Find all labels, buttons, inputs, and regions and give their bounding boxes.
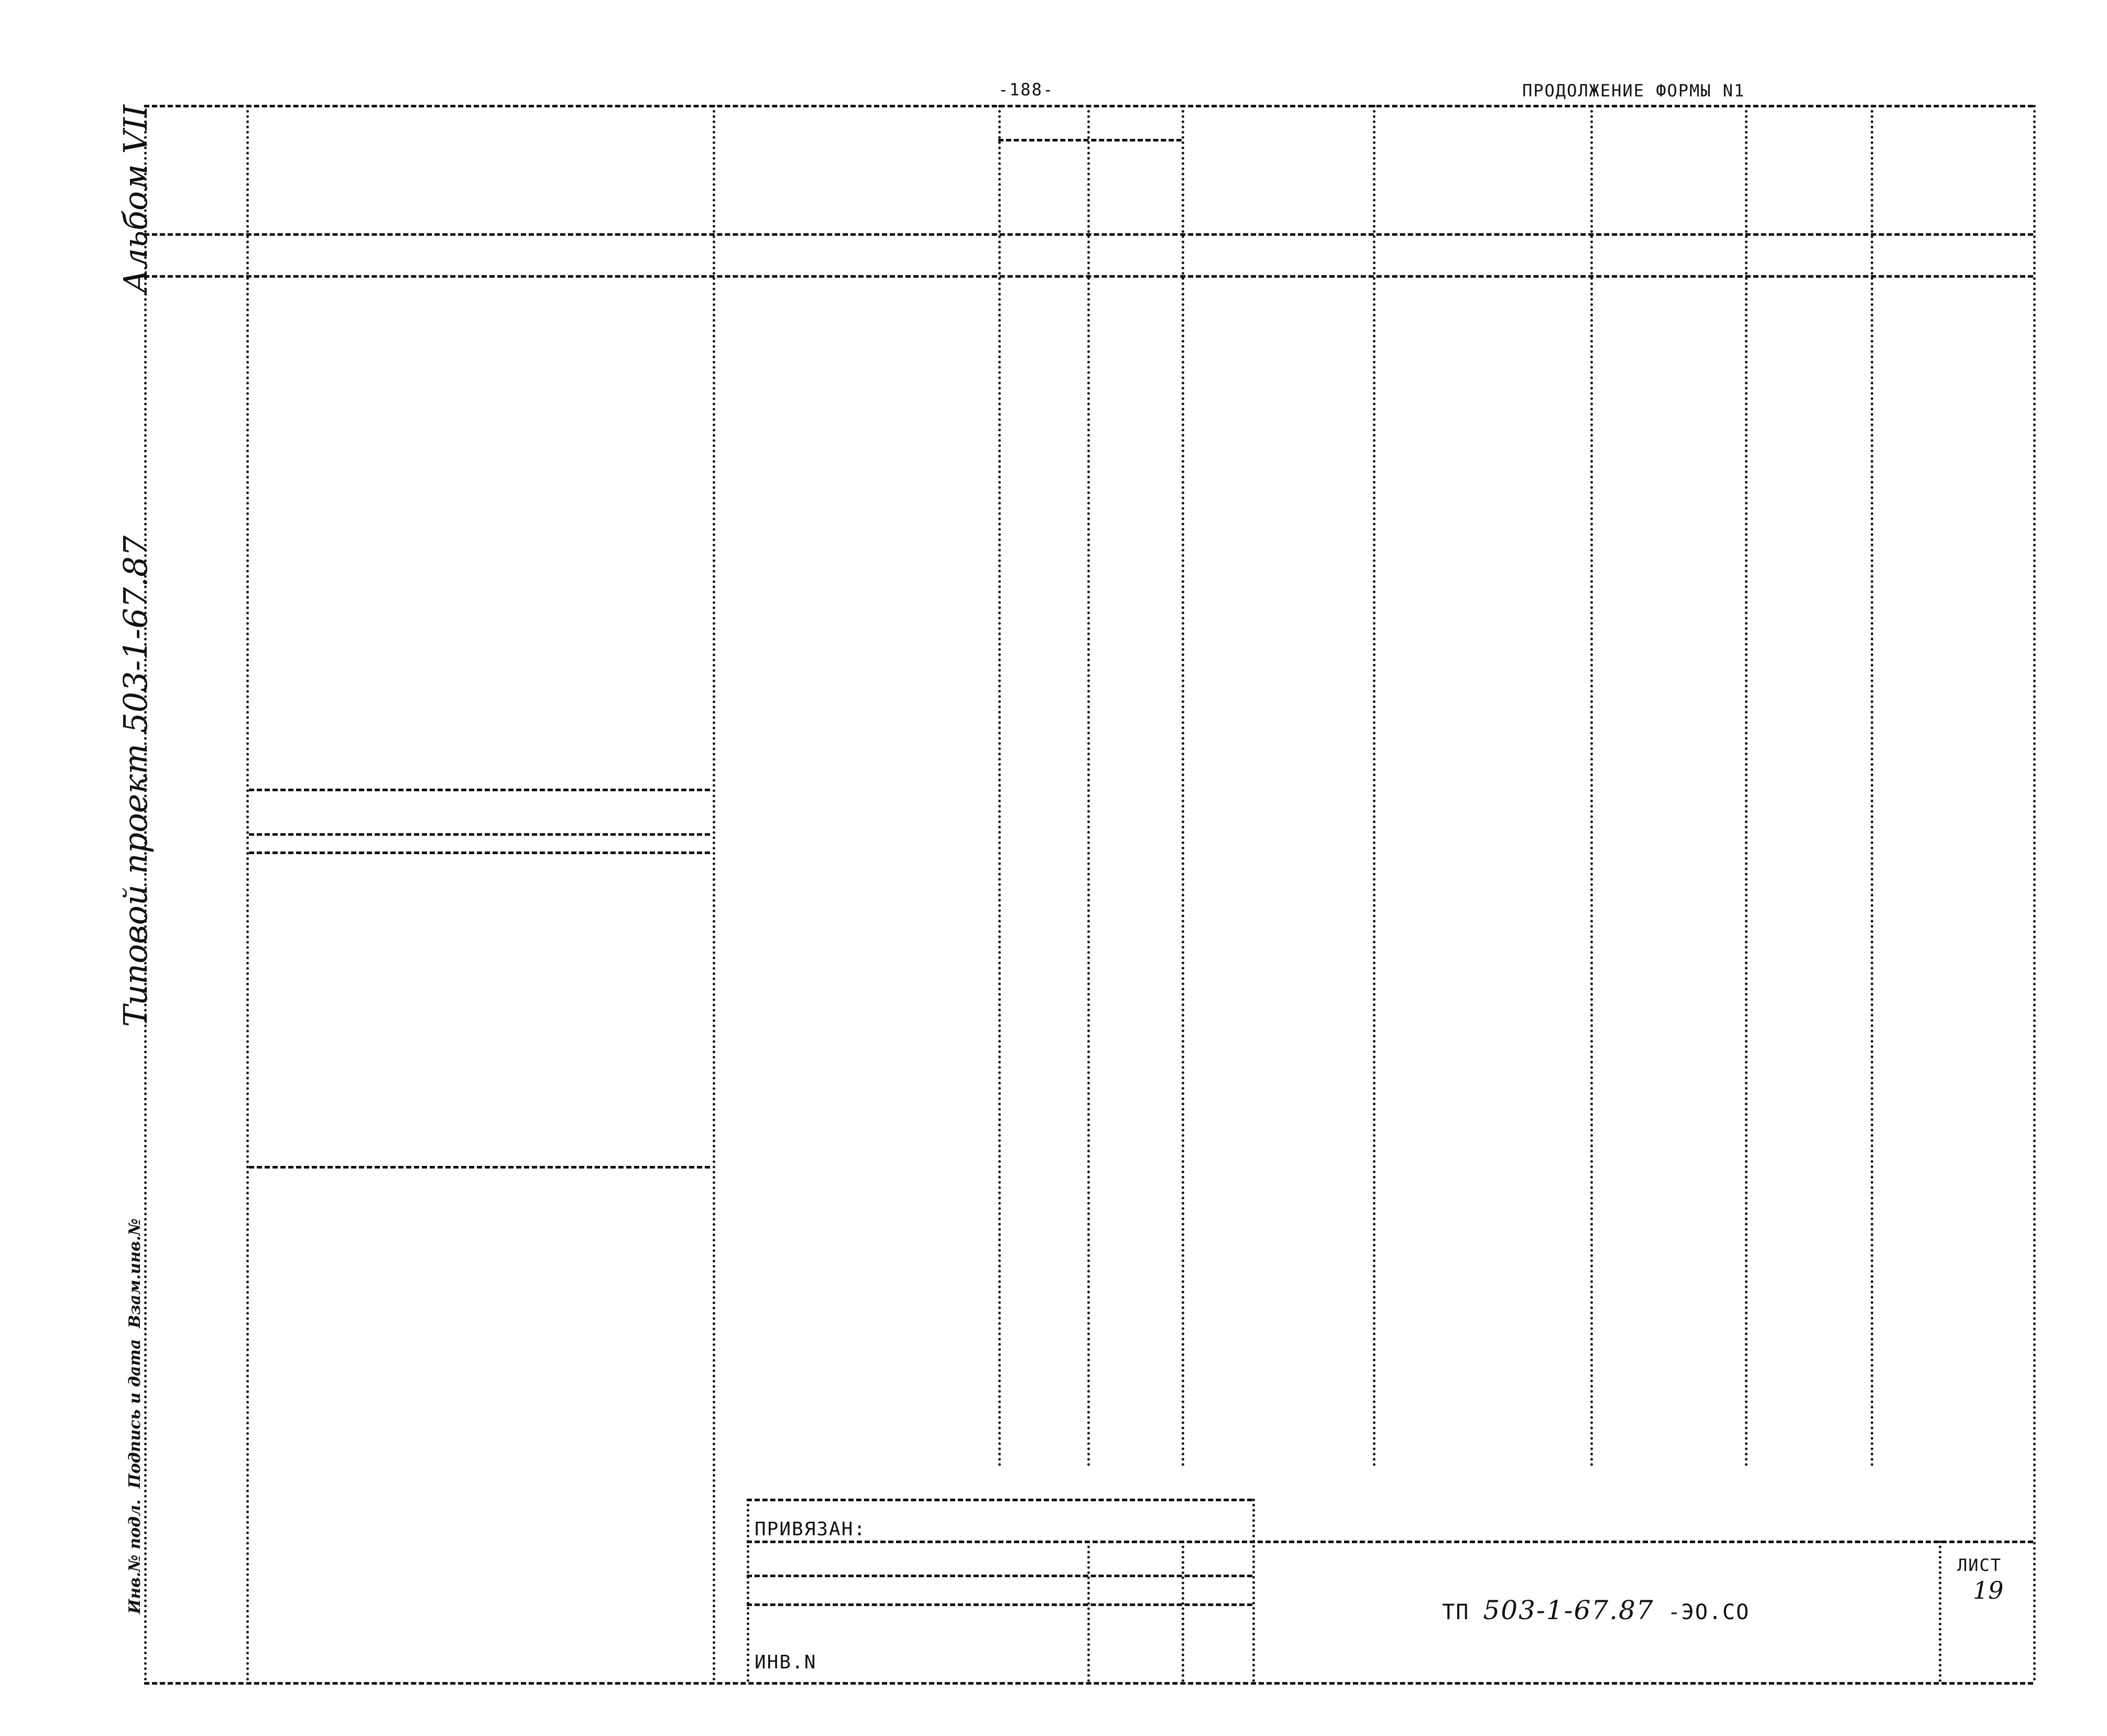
table-bottom-rule <box>144 1682 2033 1685</box>
column-separator-1 <box>246 105 249 1682</box>
doc-code-prefix: ТП <box>1442 1600 1483 1624</box>
stamp-rule <box>747 1575 1252 1577</box>
section-heading-rule <box>249 1166 710 1169</box>
stamp-separator <box>1182 1541 1184 1682</box>
doc-code-number: 503-1-67.87 <box>1483 1595 1654 1625</box>
stamp-rule <box>747 1499 1252 1501</box>
unit-subheader-rule <box>998 139 1182 141</box>
stamp-separator <box>1087 1541 1090 1682</box>
stamp-separator <box>1252 1499 1255 1682</box>
column-separator-3 <box>998 105 1001 1467</box>
stamp-bound-label: ПРИВЯЗАН: <box>755 1519 867 1540</box>
sheet-number: 19 <box>1973 1576 2004 1604</box>
form-title: ПРОДОЛЖЕНИЕ ФОРМЫ N1 <box>1522 81 1745 101</box>
section-heading-rule <box>249 833 710 836</box>
column-separator-9 <box>1871 105 1873 1467</box>
column-separator-6 <box>1373 105 1375 1467</box>
table-left-border <box>144 105 147 1682</box>
sheet-label: ЛИСТ <box>1957 1555 2002 1575</box>
page-number: -188- <box>998 80 1054 100</box>
section-heading-rule <box>249 851 710 854</box>
table-right-border <box>2033 105 2036 1682</box>
section-heading-rule <box>249 789 710 791</box>
column-separator-7 <box>1590 105 1593 1467</box>
column-separator-5 <box>1182 105 1184 1467</box>
stamp-separator <box>1939 1541 1941 1682</box>
stamp-inventory-label: ИНВ.N <box>755 1652 817 1673</box>
side-album-label: Альбом VII <box>116 104 155 293</box>
side-signature-stamp: Инв.№ подл. Подпись и дата Взам.инв.№ <box>126 1218 144 1614</box>
column-separator-2 <box>713 105 715 1682</box>
stamp-separator <box>747 1499 749 1682</box>
document-code <box>1415 1577 1750 1623</box>
doc-code-suffix: -ЭО.СО <box>1654 1600 1750 1624</box>
stamp-rule <box>747 1541 2033 1543</box>
stamp-rule <box>747 1603 1252 1606</box>
side-project-label: Типовой проект 503-1-67.87 <box>116 536 155 1027</box>
column-separator-8 <box>1745 105 1748 1467</box>
column-separator-4 <box>1087 105 1090 1467</box>
